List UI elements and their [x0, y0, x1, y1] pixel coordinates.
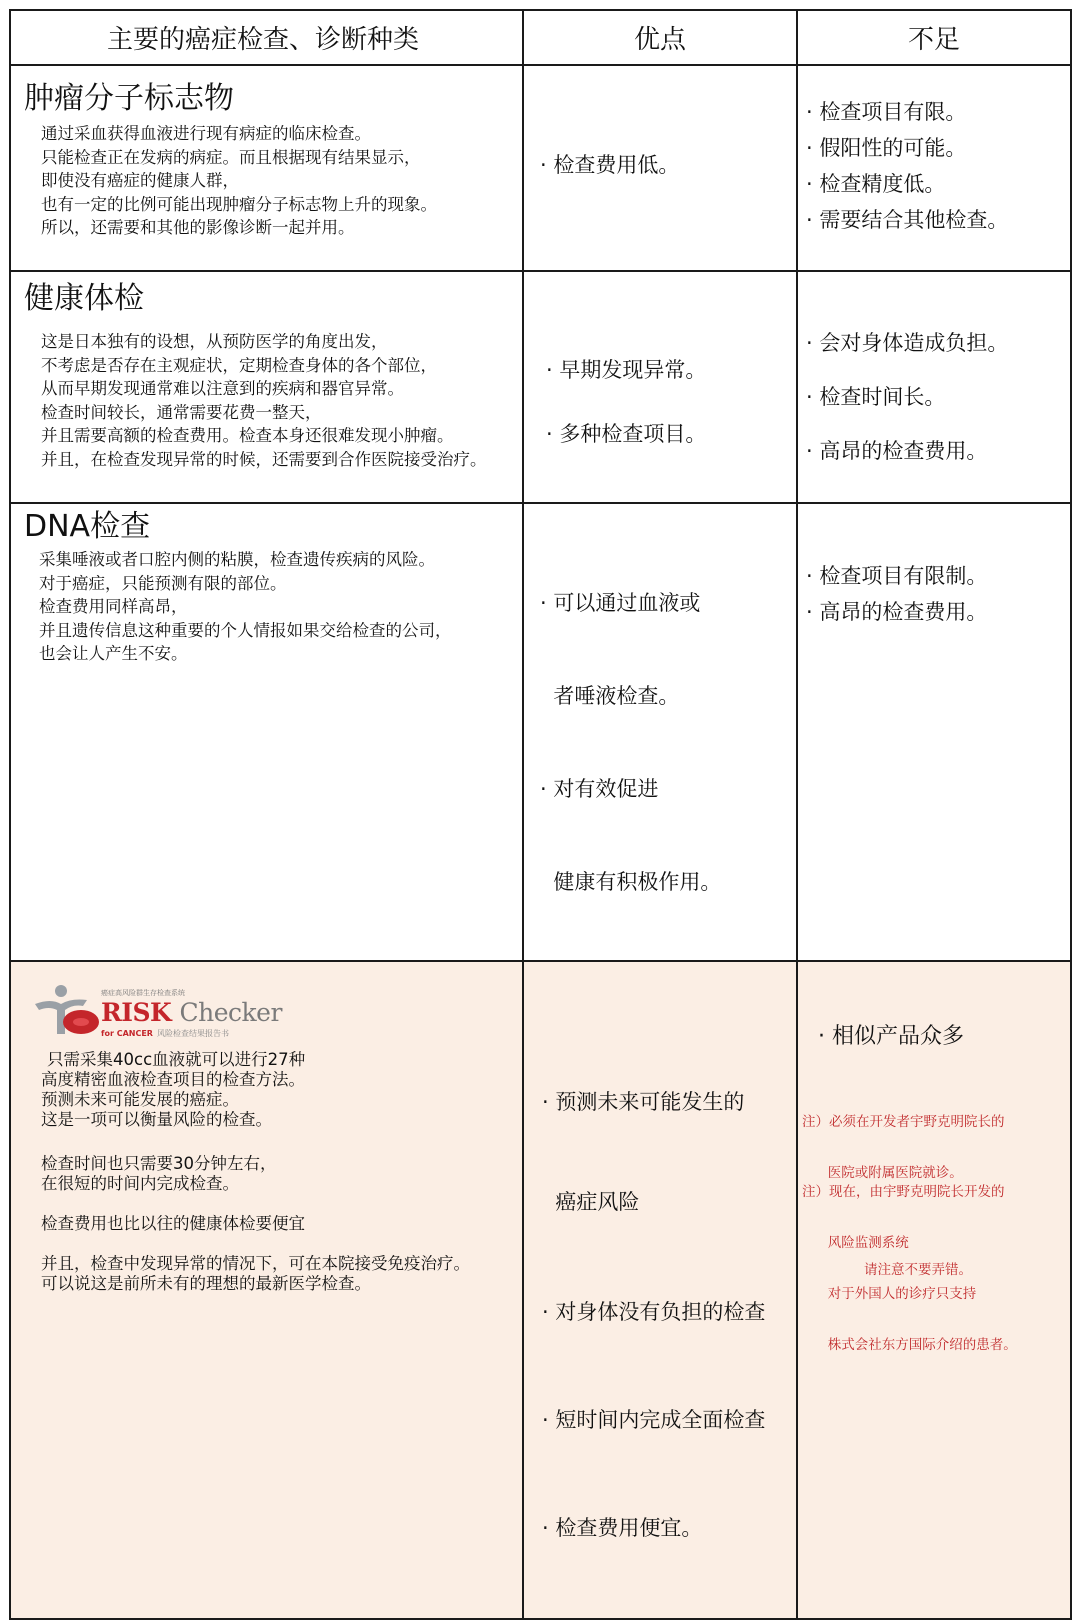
red-blood-cell-icon: [61, 1008, 101, 1036]
cons-cell: [797, 271, 1071, 503]
cons-cell: [797, 961, 1071, 1619]
pros-list: · 预测未来可能发生的 癌症风险 · 对身体没有负担的检查 · 短时间内完成全面检查 · 检查费用便宜。: [542, 1090, 766, 1540]
cons-list: · 会对身体造成负担。 · 检查时间长。 · 高昂的检查费用。: [806, 331, 1009, 463]
cons-cell: [797, 503, 1071, 961]
exam-cell: [10, 271, 523, 503]
exam-description: 这是日本独有的设想，从预防医学的角度出发， 不考虑是否存在主观症状，定期检查身体的各个部位， 从而早期发现通常难以注意到的疾病和器官异常。 检查时间较长，通常需要花费一整天， 并且需要高额的检查费用。检查本身还很难发现小肿瘤。 并且，在检查发现异常的时候，还需要到合作医院接受治疗。: [41, 332, 487, 469]
risk-desc-group-2: 检查时间也只需要30分钟左右， 在很短的时间内完成检查。: [41, 1154, 277, 1193]
note-2: 注）现在，由宇野克明院长开发的 风险监测系统 对于外国人的诊疗只支持 株式会社东方国际介绍的患者。: [802, 1184, 1017, 1353]
table-row: [10, 65, 1071, 271]
pros-list: · 检查费用低。: [540, 153, 680, 177]
cons-list: · 检查项目有限。 · 假阳性的可能。 · 检查精度低。 · 需要结合其他检查。: [806, 100, 1009, 232]
risk-checker-logo: [31, 982, 282, 1040]
exam-title: 健康体检: [24, 281, 144, 316]
table-row: [10, 271, 1071, 503]
pros-cell: [523, 271, 797, 503]
warning-text: 请注意不要弄错。: [864, 1262, 972, 1278]
header-exam-types: 主要的癌症检查、诊断种类: [10, 10, 523, 65]
exam-title: 肿瘤分子标志物: [24, 81, 234, 116]
pros-cell: [523, 961, 797, 1619]
cancer-exam-comparison-table: [9, 9, 1072, 1620]
cons-cell: [797, 65, 1071, 271]
pros-list: · 早期发现异常。 · 多种检查项目。: [546, 358, 707, 446]
header-cons: 不足: [797, 10, 1071, 65]
exam-title: DNA检查: [24, 509, 151, 544]
logo-brand: RISK Checker: [101, 998, 282, 1027]
risk-desc-group-3: 检查费用也比以往的健康体检要便宜: [41, 1214, 305, 1233]
logo-top-text: 癌症高风险群生存检查系统: [101, 989, 185, 997]
exam-cell: [10, 503, 523, 961]
table-row-risk-checker: [10, 961, 1071, 1619]
risk-desc-group-1: 只需采集40cc血液就可以进行27种 高度精密血液检查项目的检查方法。 预测未来可能发展的癌症。 这是一项可以衡量风险的检查。: [41, 1050, 306, 1129]
exam-cell: [10, 65, 523, 271]
cons-list: · 检查项目有限制。 · 高昂的检查费用。: [806, 564, 988, 624]
exam-description: 采集唾液或者口腔内侧的粘膜，检查遗传疾病的风险。 对于癌症，只能预测有限的部位。 检查费用同样高昂， 并且遗传信息这种重要的个人情报如果交给检查的公司， 也会让人产生不安。: [39, 550, 452, 663]
header-row: [10, 10, 1071, 65]
header-pros: 优点: [523, 10, 797, 65]
exam-description: 通过采血获得血液进行现有病症的临床检查。 只能检查正在发病的病症。而且根据现有结果显示， 即使没有癌症的健康人群， 也有一定的比例可能出现肿瘤分子标志物上升的现象。 所以，还需要和其他的影像诊断一起并用。: [41, 124, 437, 237]
exam-cell: [10, 961, 523, 1619]
pros-cell: [523, 503, 797, 961]
logo-subtitle: for CANCER 风险检查结果报告书: [101, 1029, 229, 1038]
pros-cell: [523, 65, 797, 271]
cons-main: · 相似产品众多: [818, 1024, 964, 1049]
table-row: [10, 503, 1071, 961]
risk-desc-group-4: 并且，检查中发现异常的情况下，可在本院接受免疫治疗。 可以说这是前所未有的理想的最新医学检查。: [41, 1254, 470, 1293]
pros-list: · 可以通过血液或 者唾液检查。 · 对有效促进 健康有积极作用。: [540, 591, 722, 894]
note-1: 注）必须在开发者宇野克明院长的 医院或附属医院就诊。: [802, 1114, 1005, 1181]
